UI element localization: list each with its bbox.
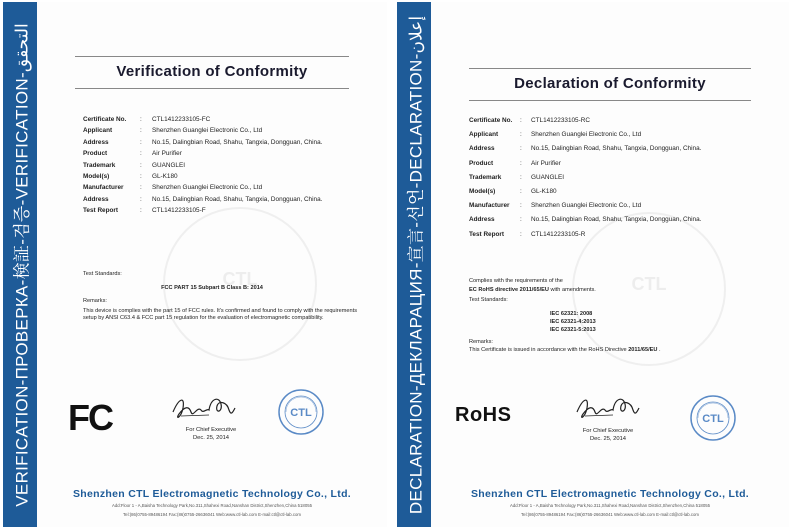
- remarks-label: Remarks:: [83, 298, 107, 304]
- field-row: Address : No.15, Dalingbian Road, Shahu, Tangxia, Dongguan, China.: [83, 138, 323, 146]
- company-name: Shenzhen CTL Electromagnetic Technology Co., Ltd.: [73, 488, 351, 500]
- field-row: Manufacturer : Shenzhen Guanglei Electronic Co., Ltd: [83, 184, 263, 192]
- certificate-fields: [83, 115, 383, 218]
- footer-address: Add:Floor 1 - A,Baisha Technology Park,No.311,Shahexi Road,Nanshan District,Shenzhen,China 518055: [111, 503, 312, 508]
- certificate-title: Declaration of Conformity: [514, 75, 706, 92]
- field-label: Trademark: [469, 173, 502, 181]
- field-label: Test Report: [469, 230, 505, 238]
- field-row: Address : No.15, Dalingbian Road, Shahu, Tangxia, Dongguan, China.: [83, 195, 323, 203]
- footer-address: Add:Floor 1 - A,Baisha Technology Park,No.311,Shahexi Road,Nanshan District,Shenzhen,China 518055: [509, 503, 710, 508]
- test-standard: IEC 62321: 2008: [550, 311, 593, 317]
- signature: [573, 392, 643, 424]
- directive: EC RoHS directive 2011/65/EU: [469, 287, 549, 293]
- field-value: No.15, Dalingbian Road, Shahu, Tangxia, Dongguan, China.: [152, 195, 323, 203]
- field-row: Trademark : GUANGLEI: [83, 161, 186, 169]
- field-label: Product: [469, 159, 494, 167]
- remarks-label: Remarks:: [469, 339, 493, 345]
- sign-role: For Chief Executive: [185, 427, 237, 433]
- field-label: Address: [469, 145, 495, 153]
- field-value: Air Purifier: [531, 159, 561, 167]
- watermark-seal: CTL: [163, 207, 317, 361]
- field-label: Manufacturer: [469, 202, 510, 210]
- field-row: Test Report : CTL1412233105-F: [83, 207, 206, 215]
- company-name: Shenzhen CTL Electromagnetic Technology Co., Ltd.: [471, 488, 749, 500]
- company-seal: [277, 388, 325, 436]
- remarks-text: This device is complies with the part 15 of FCC rules. It's confirmed and found to comply with the requirements setup by ANSI C63.4 & FCC part 15 regulation for the evaluation of electromagnetic compatibility.: [83, 308, 357, 321]
- certificate-fields: [469, 116, 781, 244]
- sign-role: For Chief Executive: [582, 428, 634, 434]
- title-rule: [469, 68, 751, 69]
- field-label: Manufacturer: [83, 184, 124, 192]
- directive-suffix: with amendments.: [548, 287, 596, 293]
- declaration-certificate: [397, 2, 789, 527]
- rohs-logo: RoHS: [455, 404, 512, 426]
- svg-text:CTL: CTL: [290, 407, 312, 419]
- svg-text:FC: FC: [68, 397, 112, 436]
- watermark-seal: CTL: [572, 212, 726, 366]
- footer-contact: Tel:(86)0755-89486194 Fax:(86)0755-26636041 Web:www.ctl-lab.com E-mail:ctl@ctl-lab.com: [521, 512, 699, 517]
- field-value: Air Purifier: [152, 150, 182, 158]
- footer-contact: Tel:(86)0755-89486194 Fax:(86)0755-26636041 Web:www.ctl-lab.com E-mail:ctl@ctl-lab.com: [123, 512, 301, 517]
- field-label: Model(s): [469, 187, 496, 195]
- field-row: Applicant : Shenzhen Guanglei Electronic Co., Ltd: [469, 131, 642, 139]
- fcc-logo: [67, 396, 121, 436]
- field-row: Manufacturer : Shenzhen Guanglei Electronic Co., Ltd: [469, 202, 642, 210]
- svg-text:CTL: CTL: [702, 413, 724, 425]
- title-rule: [75, 56, 349, 57]
- field-value: GUANGLEI: [152, 161, 186, 169]
- sign-date: Dec. 25, 2014: [192, 435, 230, 441]
- title-rule: [75, 88, 349, 89]
- field-row: Applicant : Shenzhen Guanglei Electronic Co., Ltd: [83, 127, 263, 135]
- field-row: Model(s) : GL-K180: [83, 172, 178, 180]
- side-band-text: DECLARATION-ДЕКЛАРАЦИЯ-宣言-선언-DECLARATION-إعلان: [406, 15, 426, 514]
- directive-line: [469, 287, 596, 294]
- remarks-text: This Certificate is issued in accordance with the RoHS Directive 2011/65/EU .: [469, 347, 661, 353]
- title-rule: [469, 100, 751, 101]
- field-value: Shenzhen Guanglei Electronic Co., Ltd: [531, 202, 642, 210]
- field-label: Trademark: [83, 161, 116, 169]
- test-standards-label: Test Standards:: [83, 271, 122, 277]
- test-standard: FCC PART 15 Subpart B Class B: 2014: [161, 285, 263, 291]
- signature: [169, 392, 239, 424]
- field-value: Shenzhen Guanglei Electronic Co., Ltd: [531, 131, 642, 139]
- field-value: No.15, Dalingbian Road, Shahu, Tangxia, Dongguan, China.: [531, 216, 702, 224]
- field-row: Certificate No. : CTL1412233105-FC: [83, 116, 211, 123]
- field-label: Applicant: [83, 127, 113, 135]
- field-label: Product: [83, 150, 108, 158]
- field-row: Model(s) : GL-K180: [469, 187, 557, 195]
- field-row: Product : Air Purifier: [469, 159, 561, 167]
- sign-date: Dec. 25, 2014: [589, 436, 627, 442]
- field-label: Address: [83, 138, 109, 146]
- field-row: Certificate No. : CTL1412233105-RC: [469, 117, 590, 124]
- field-value: Shenzhen Guanglei Electronic Co., Ltd: [152, 184, 263, 192]
- test-standard: IEC 62321-5:2013: [550, 327, 596, 333]
- field-row: Address : No.15, Dalingbian Road, Shahu, Tangxia, Dongguan, China.: [469, 216, 702, 224]
- field-label: Address: [469, 216, 495, 224]
- field-row: Product : Air Purifier: [83, 150, 182, 158]
- field-row: Test Report : CTL1412233105-R: [469, 230, 586, 238]
- field-value: No.15, Dalingbian Road, Shahu, Tangxia, Dongguan, China.: [152, 138, 323, 146]
- field-value: No.15, Dalingbian Road, Shahu, Tangxia, Dongguan, China.: [531, 145, 702, 153]
- complies-line: Complies with the requirements of the: [469, 278, 563, 284]
- field-label: Applicant: [469, 131, 499, 139]
- field-label: Certificate No.: [83, 116, 127, 123]
- verification-certificate: [3, 2, 387, 527]
- side-band: [3, 2, 37, 527]
- field-value: CTL1412233105-RC: [531, 117, 590, 124]
- test-standards-label: Test Standards:: [469, 297, 508, 303]
- field-value: GUANGLEI: [531, 173, 565, 181]
- field-value: GL-K180: [152, 172, 178, 180]
- field-value: Shenzhen Guanglei Electronic Co., Ltd: [152, 127, 263, 135]
- field-row: Trademark : GUANGLEI: [469, 173, 565, 181]
- field-row: Address : No.15, Dalingbian Road, Shahu, Tangxia, Dongguan, China.: [469, 145, 702, 153]
- field-value: CTL1412233105-F: [152, 207, 206, 215]
- field-label: Test Report: [83, 207, 119, 215]
- field-label: Address: [83, 195, 109, 203]
- certificate-title: Verification of Conformity: [116, 63, 308, 80]
- field-value: CTL1412233105-R: [531, 230, 586, 238]
- company-seal: [689, 394, 737, 442]
- side-band: [397, 2, 431, 527]
- field-value: CTL1412233105-FC: [152, 116, 211, 123]
- side-band-text: VERIFICATION-ПРОВЕРКА-検証-검증-VERIFICATION-التحقق: [12, 22, 32, 507]
- field-label: Certificate No.: [469, 117, 513, 124]
- field-label: Model(s): [83, 172, 110, 180]
- test-standard: IEC 62321-4:2013: [550, 319, 596, 325]
- field-value: GL-K180: [531, 187, 557, 195]
